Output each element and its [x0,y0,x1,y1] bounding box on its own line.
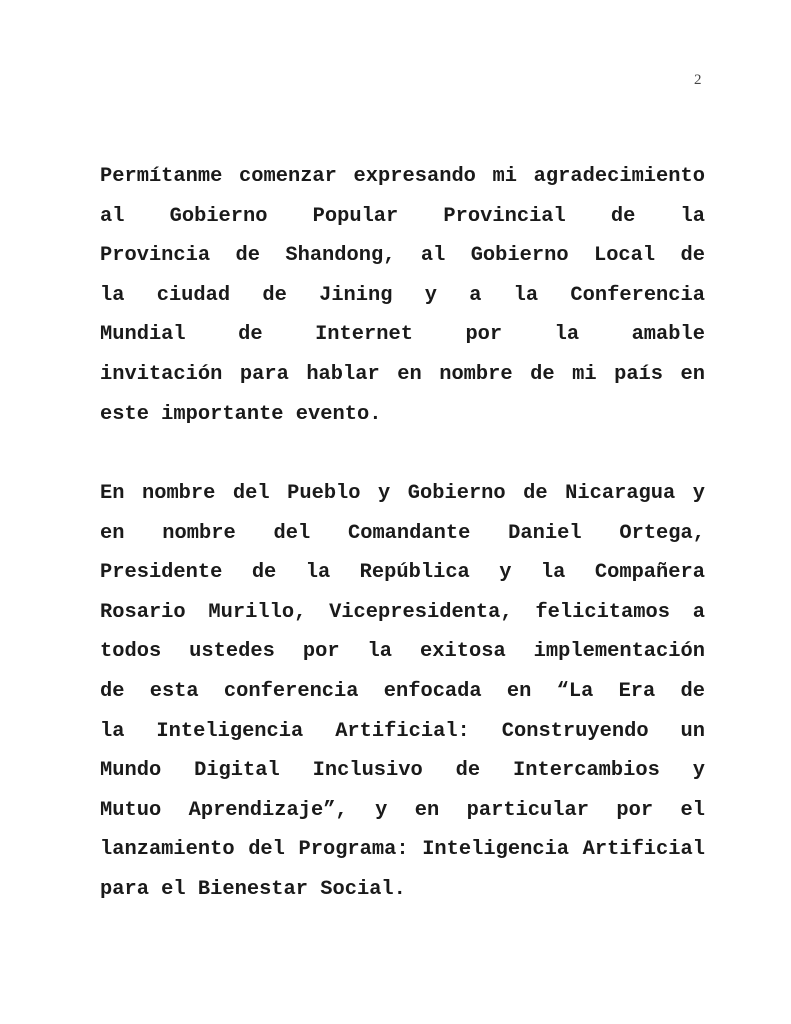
text-line: la ciudad de Jining y a la Conferencia [100,283,705,307]
text-line: Mutuo Aprendizaje”, y en particular por el [100,798,705,822]
text-line: En nombre del Pueblo y Gobierno de Nicaragua y [100,482,705,505]
text-line: en nombre del Comandante Daniel Ortega, [100,521,705,545]
text-line: lanzamiento del Programa: Inteligencia Artificial [100,838,705,862]
text-line: Rosario Murillo, Vicepresidenta, felicitamos a [100,600,705,624]
text-line: Mundial de Internet por la amable [100,323,705,347]
paragraph-gratitude [100,157,705,434]
text-line: Provincia de Shandong, al Gobierno Local de [100,244,705,268]
text-line: para el Bienestar Social. [100,877,406,901]
text-line: Mundo Digital Inclusivo de Intercambios y [100,759,705,783]
text-line: Permítanme comenzar expresando mi agradecimiento [100,165,705,188]
text-line: invitación para hablar en nombre de mi país en [100,362,705,386]
paragraph-congratulations [100,474,705,910]
text-line: todos ustedes por la exitosa implementación [100,640,705,664]
text-line: al Gobierno Popular Provincial de la [100,204,705,228]
text-line: Presidente de la República y la Compañera [100,561,705,585]
page-number: 2 [694,72,702,88]
text-line: de esta conferencia enfocada en “La Era de [100,679,705,703]
text-line: la Inteligencia Artificial: Construyendo un [100,719,705,743]
text-line: este importante evento. [100,402,382,426]
